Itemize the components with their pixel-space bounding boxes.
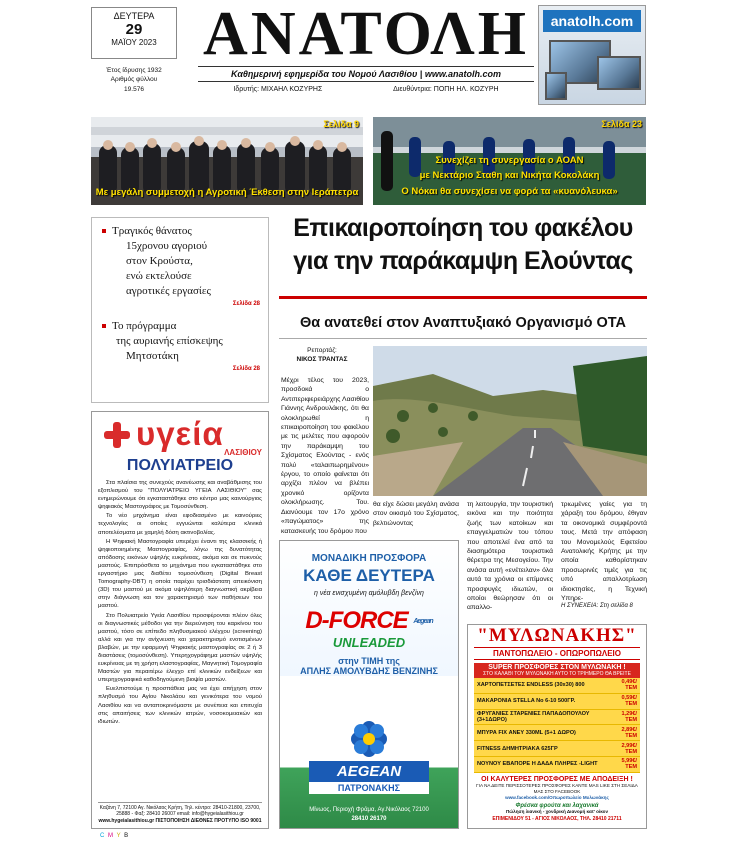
road-photo [373,346,647,496]
date-box [91,7,177,59]
fuel-company-block [280,717,458,828]
health-address: Καζάνη 7, 72100 Αγ. Νικόλαος Κρήτη, Τηλ. κέντρο: 28410-21800, 23700, 25888 - Φαξ: 28410 26007 email: info@hygeialasithiou.gr [99,804,261,817]
item-price: 0,59€/ΤΕΜ [609,693,640,709]
laptop-icon [597,56,641,90]
founded-year: Έτος ίδρυσης 1932 [106,67,162,74]
reporter-byline [281,346,363,364]
aegean-flower-icon [351,721,387,757]
health-logo [98,416,262,452]
lead-column-4-wrap [561,500,647,620]
issue-label: Αριθμός φύλλου [110,76,158,84]
founder-credit: Ιδρυτής: ΜΙΧΑΗΛ ΚΟΖΥΡΗΣ [233,86,323,93]
fuel-address: Μίνωος, Περιοχή Φράμα, Αγ.Νικόλαος 72100 [309,807,429,813]
table-row [474,756,640,772]
table-row [474,693,640,709]
photo-football-caption-3: Ο Νόκαι θα συνεχίσει να φορά τα «κυανόλευκα» [401,186,618,197]
lead-subhead: Θα ανατεθεί στον Αναπτυξιακό Οργανισμό ΟΤΑ [300,315,626,331]
teaser-line: Το πρόγραμμα [112,320,177,332]
grocery-offer-title: SUPER ΠΡΟΣΦΟΡΕΣ ΣΤΟΝ ΜΥΛΩΝΑΚΗ ! [488,664,626,671]
health-region: ΛΑΣΙΘΙΟΥ [224,448,262,457]
grocery-facebook: www.facebook.com/Οπωροπωλείο Μυλωνάκης [505,795,609,801]
date-day: ΔΕΥΤΕΡΑ [113,11,155,21]
reporter-name: ΝΙΚΟΣ ΤΡΑΝΤΑΣ [296,356,348,363]
masthead-credits [198,86,534,93]
tablet-icon [545,72,567,100]
grocery-best: ΟΙ ΚΑΛΥΤΕΡΕΣ ΠΡΟΣΦΟΡΕΣ ΜΕ ΑΠΟΔΕΙΞΗ ! [481,775,633,783]
teaser-line: αγροτικές εργασίες [126,285,211,297]
reporter-label: Ρεπορτάζ: [307,347,337,354]
item-price: 1,29€/ΤΕΜ [609,709,640,725]
fuel-ad-top [280,541,458,676]
grocery-fresh: Φρέσκα φρούτα και λαχανικά [515,803,599,810]
print-mark: M [108,833,115,839]
website-badge: anatolh.com [543,10,641,32]
health-body [98,479,262,726]
teaser-page-ref: Σελίδα 28 [232,301,260,307]
item-name: ΜΠΥΡΑ FIX ΑΝΕΥ 330ML (5+1 ΔΩΡΟ) [474,725,609,741]
print-mark: B [124,833,130,839]
teaser-line: 15χρονου αγοριού [126,240,208,252]
teaser-line: στον Κρούστα, [126,255,193,267]
table-row [474,678,640,693]
print-mark: Y [116,833,122,839]
item-name: ΝΟΥΝΟΥ ΕΒΑΠΟΡΕ Η ΔΑΔΑ ΠΛΗΡΕΣ -LIGHT [474,756,609,772]
teaser-line: Τραγικός θάνατος [112,225,192,237]
item-price: 0,49€/ΤΕΜ [609,678,640,693]
teaser-line: ενώ εκτελούσε [126,270,192,282]
road-landscape-image [373,346,647,496]
photo-expo-caption: Με μεγάλη συμμετοχή η Αγροτική Έκθεση στην Ιεράπετρα [95,187,359,198]
health-type: ΠΟΛΥΙΑΤΡΕΙΟ [126,457,234,474]
photo-expo-page: Σελίδα 9 [323,119,359,129]
lead-headline-line-1: Επικαιροποίηση του φακέλου [293,214,633,242]
medical-cross-icon [104,422,130,448]
item-price: 2,99€/ΤΕΜ [609,741,640,757]
grocery-name: "ΜΥΛΩΝΑΚΗΣ" [477,625,637,646]
fuel-brand-main: D-FORCE [305,607,408,634]
teaser-item [102,224,260,299]
photo-football-page: Σελίδα 23 [601,119,642,129]
health-paragraph: Η Ψηφιακή Μαστογραφία υπερέχει έναντι της κλασσικής ή ψηφιοποιημένης Μαστογραφίας, λόγω της δυνατότητας απόδοσης εικόνων υψηλής ευκρίνειας, ακόμα και σε πυκνούς μαστούς. Επιπρόσθετα το μηχάνημα που εγκαταστάθηκε στο εργαστήριο μας διαθέτει τομοσύνθεση (Digital Breast Tomography-DBT) η οποία παρέχει τρισδιάστατη απεικόνιση (3D) του μαστού με ακόμα υψηλότερη διαγνωστική ακρίβεια στην διάγνωση και τον χαρακτηρισμό των παθήσεων του μαστού. [98,538,262,610]
health-paragraph: Το νέο μηχάνημα είναι εφοδιασμένο με καινούριες τεχνολογίες οι οποίες εγγυώνται καλύτερα κλινικά αποτελέσματα με χαμηλή δόση ακτινοβολίας. [98,513,262,536]
grocery-ad [467,624,647,829]
fuel-ad [279,540,459,829]
item-name: ΜΑΚΑΡΟΝΙΑ STELLA No 6-10 500ΓΡ. [474,693,609,709]
fuel-brand [284,607,454,635]
fuel-brand-tag: Aegean [413,618,433,626]
print-marks [100,833,129,839]
item-name: ΧΑΡΤΟΠΕΤΣΕΤΕΣ ENDLESS (30x30) 800 [474,678,609,693]
table-row [474,709,640,725]
item-price: 2,89€/ΤΕΜ [609,725,640,741]
fuel-offer-desc: η νέα ενισχυμένη αμόλυβδη βενζίνη [314,590,424,597]
photo-football-caption-2: με Νεκτάριο Σταθη και Νικήτα Κοκολάκη [419,170,600,181]
health-paragraph: Στο Πολυιατρείο Υγεία Λασιθίου προσφέρονται πλέον όλες οι διαγνωστικές μέθοδοι για την διερεύνηση του καρκίνου του μαστού, τόσο σε επίπεδο πληθυσμιακού ελέγχου (screening) αλλά και για την ανίχνευση και χαρακτηρισμό ενοτισμένων βλαβών, με την εφαρμογή Ψηφιακής μαστογραφίας σε 2 ή 3 διαστάσεις (τομοσύνθεση). Υπερηχογράφημα μαστών υψηλής ευκρίνειας με τη χρήση ελαστογραφίας, Μαγνητική Τομογραφία Μαστών για περαιτέρω έλεγχο επί κλινικών ενδείξεων και υπερηχογραφικά καθοδηγούμενη βιοψία μαστών. [98,612,262,684]
fuel-price-line: στην ΤΙΜΗ της [338,656,400,666]
grocery-kind: ΠΑΝΤΟΠΩΛΕΙΟ - ΟΠΩΡΟΠΩΛΕΙΟ [474,647,640,660]
health-paragraph: Ευελπιστούμε η προσπάθεια μας να έχει απήχηση στον πληθυσμό του Αγίου Νικολάου και γενικότερα του νομού Λασιθίου και να ανταποκρινόμαστε με συνέπεια και επιτυχία στις απαιτήσεις των κλινικών ιατρών, νοσοκομειακών και ιδιωτών. [98,686,262,725]
fuel-offer-line: ΜΟΝΑΔΙΚΗ ΠΡΟΣΦΟΡΑ [311,553,427,564]
grocery-delivery: Πώληση λιανική - χονδρική Διανομή κατ' οίκον [505,809,609,815]
newspaper-tagline: Καθημερινή εφημερίδα του Νομού Λασιθίου | www.anatolh.com [198,66,534,82]
date-number: 29 [125,21,143,38]
lead-column-3: τη λειτουργία, την τουριστική εικόνα και την ποιότητα ζωής των κατοίκων και επαγγελματιών του τόπου που αποτελεί ένα από τα διασημότερα τουριστικά θέρετρα της Μεσογείου. Την ανάσα αυτή «ενέτειλαν» όλα αυτά τα χρόνια οι επίμονες προσφυγές ιδιωτών, οι οποίοι θεώρησαν ότι οι απαλλο- [467,501,553,612]
health-brand: υγεία [136,415,224,452]
photo-football [373,117,646,205]
grocery-price-table [474,678,640,773]
photo-expo [91,117,363,205]
grocery-address: ΕΠΙΜΕΝΙΔΟΥ 51 - ΑΓΙΟΣ ΝΙΚΟΛΑΟΣ, ΤΗΛ. 28410 21711 [492,815,622,822]
fuel-company-name: AEGEAN [309,761,429,782]
teaser-item [102,319,260,364]
grocery-more: ΓΙΑ ΝΑ ΔΕΙΤΕ ΠΕΡΙΣΣΟΤΕΡΕΣ ΠΡΟΣΦΟΡΕΣ ΚΑΝΤΕ MAS LIKE ΣΤΗ ΣΕΛΙΔΑ ΜΑΣ ΣΤΟ FACEBOOK [476,782,638,794]
fuel-brand-sub: UNLEADED [332,635,406,650]
photo-football-caption-1: Συνεχίζει τη συνεργασία ο ΑΟΑΝ [435,155,584,166]
founded-info [91,66,177,94]
print-mark: C [100,833,106,839]
teaser-page-ref: Σελίδα 28 [232,366,260,372]
teaser-line: της αυριανής επίσκεψης [116,335,223,347]
date-month-year: ΜΑΪΟΥ 2023 [111,38,157,47]
teaser-line: Μητσοτάκη [126,350,179,362]
headline-rule [279,296,647,299]
fuel-footer [280,806,458,824]
website-promo [538,5,646,105]
health-paragraph: Στα πλαίσια της συνεχούς ανανέωσης και αναβάθμισης του εξοπλισμού του "ΠΟΛΥΙΑΤΡΕΙΟ ΥΓΕΙΑ ΛΑΣΙΘΙΟΥ" σας ενημερώνουμε ότι εγκαταστάθηκε στο κέντρο μας καινούργιος ψηφιακός Μαστογράφος με Τομοσύνθεση. [98,480,262,511]
fuel-price-desc: ΑΠΛΗΣ ΑΜΟΛΥΒΔΗΣ ΒΕΝΖΙΝΗΣ [300,666,438,676]
item-name: FITNESS ΔΗΜΗΤΡΙΑΚΑ 625ΓΡ [474,741,609,757]
lead-column-1: Μέχρι τέλος του 2023, προσδοκά ο Αντιπεριφερειάρχης Λασιθίου Γιάννης Ανδρουλάκης, ότι θα ολοκληρωθεί η επικαιροποίηση του φακέλου με τις μελέτες που αφορούν την παράκαμψη του Σχίσματος Ελούντας - ενός πολύ «ταλαιπωρημένου» έργου, το οποίο φαίνεται ότι αρχίζει πλέον να βλέπει χρονικό ορίζοντα ολοκλήρωσης. Του. Διανύουμε τον 17ο χρόνο «παγώματος» της κατασκευής του δρόμου που [281,377,369,535]
fuel-phone: 28410 26170 [351,816,387,822]
teaser-box [91,217,269,403]
grocery-offer-banner [474,663,640,678]
grocery-offer-sub: ΣΤΟ ΚΑΛΑΘΙ ΤΟΥ ΜΥΛΩΝΑΚΗ ΑΥΤΟ ΤΟ ΤΡΙΗΜΕΡΟ ΘΑ ΒΡΕΙΤΕ [483,671,631,677]
director-credit: Διευθύντρια: ΠΟΠΗ ΗΛ. ΚΟΖΥΡΗ [393,86,499,93]
health-footer: www.hygeialasithiou.gr ΠΙΣΤΟΠΟΙΗΣΗ ΔΙΕΘΝΕΣ ΠΡΟΤΥΠΟ ISO 9001 [98,817,262,824]
lead-continued: Η ΣΥΝΕΧΕΙΑ: Στη σελίδα 8 [561,603,633,610]
fuel-offer-day: ΚΑΘΕ ΔΕΥΤΕΡΑ [303,566,435,585]
health-clinic-ad [91,411,269,829]
table-row [474,741,640,757]
lead-column-4: τριωμένες γαίες για τη χάραξη του δρόμου, έθιγαν τα οικονομικά συμφέροντά τους. Μετά την απόφαση του Μονομελούς Εφετείου Ανατολικής Κρήτης με την οποία καθορίστηκαν προσωρινές τιμές για τις υπό απαλλοτρίωση ιδιοκτησίες, η Τεχνική Υπηρε- [561,501,647,603]
subhead-rule [279,338,647,339]
issue-number: 19.576 [124,85,144,93]
lead-headline [279,212,647,278]
fuel-company-owner: ΠΑΤΡΟΝΑΚΗΣ [309,782,429,794]
lead-column-2: θα είχε δώσει μεγάλη ανάσα στον οικισμό του Σχίσματος, βελτιώνοντας [373,501,459,527]
item-name: ΦΡΥΓΑΝΙΕΣ ΣΤΑΡΕΝΙΕΣ ΠΑΠΑΔΟΠΟΥΛΟΥ (3+1ΔΩΡΟ) [474,709,609,725]
item-price: 5,99€/ΤΕΜ [609,756,640,772]
lead-headline-line-2: για την παράκαμψη Ελούντας [293,247,633,275]
table-row [474,725,640,741]
health-address-block [98,802,262,825]
newspaper-title: ΑΝΑΤΟΛΗ [203,0,529,68]
